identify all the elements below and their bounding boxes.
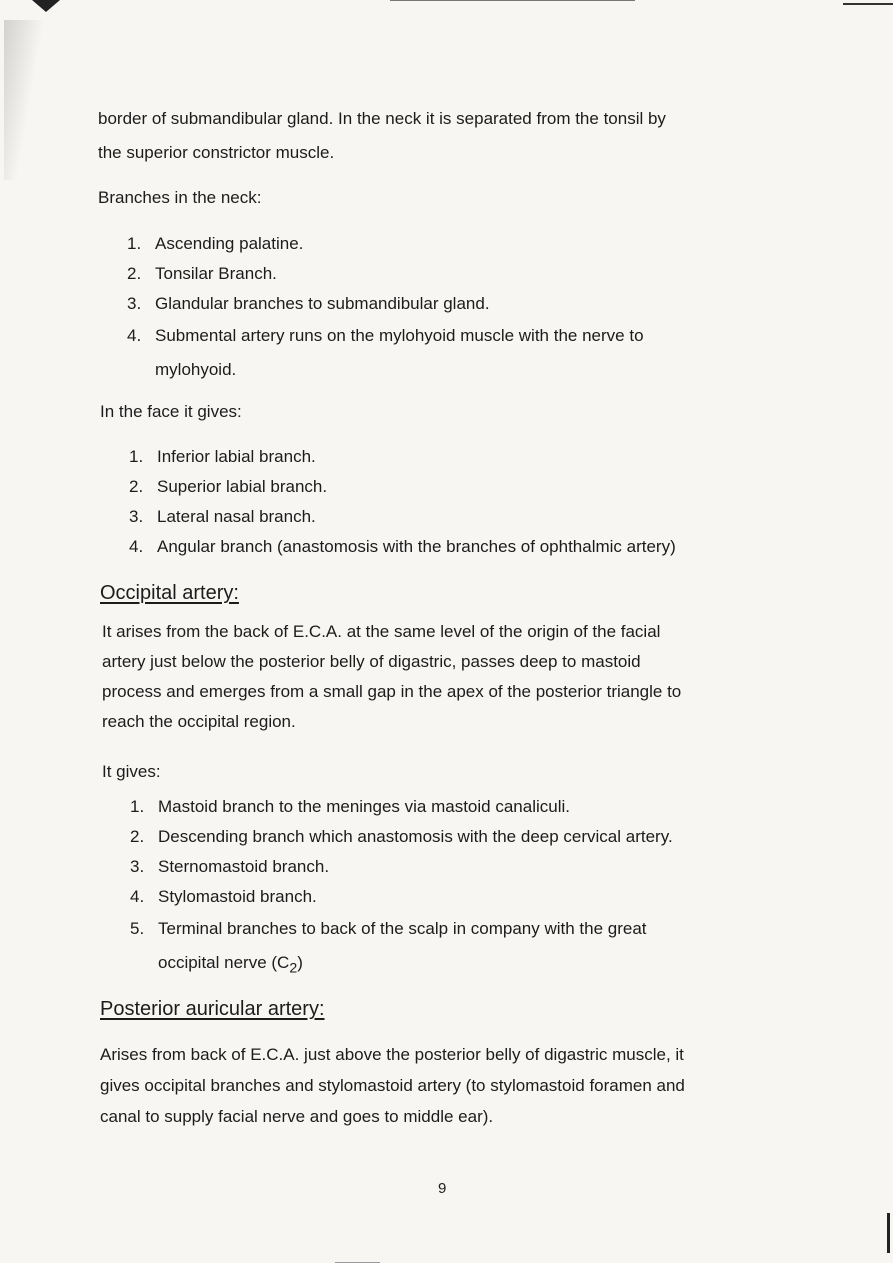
list-item: 2. Superior labial branch. <box>129 477 328 496</box>
scan-edge-shadow <box>4 20 44 180</box>
bottom-right-mark <box>887 1213 890 1253</box>
paragraph-line: Arises from back of E.C.A. just above the posterior belly of digastric muscle, it <box>100 1045 684 1064</box>
list-item: 3. Glandular branches to submandibular gland. <box>127 294 490 313</box>
top-rule <box>390 0 635 1</box>
list-item: 1. Ascending palatine. <box>127 234 304 253</box>
occipital-paragraph <box>102 617 792 737</box>
posterior-auricular-paragraph <box>100 1039 790 1132</box>
intro-line: the superior constrictor muscle. <box>98 143 335 162</box>
paragraph-line: canal to supply facial nerve and goes to middle ear). <box>100 1107 494 1126</box>
face-branches-label: In the face it gives: <box>100 402 242 421</box>
page-number: 9 <box>438 1180 447 1197</box>
occipital-gives-label: It gives: <box>102 762 161 781</box>
list-item: 5. Terminal branches to back of the scalp in company with the great occipital nerve $(C_2)$ <box>130 919 647 977</box>
list-item: 2. Descending branch which anastomosis with the deep cervical artery. <box>130 827 673 846</box>
occipital-heading: Occipital artery: <box>100 582 239 604</box>
list-item: 4. Angular branch (anastomosis with the branches of ophthalmic artery) <box>129 537 676 556</box>
corner-triangle-mark <box>32 0 60 12</box>
list-item: 4. Submental artery runs on the mylohyoid muscle with the nerve to mylohyoid. <box>127 326 644 379</box>
intro-line: border of submandibular gland. In the neck it is separated from the tonsil by <box>98 109 666 128</box>
paragraph-line: It arises from the back of E.C.A. at the same level of the origin of the facial <box>102 622 661 641</box>
paragraph-line: artery just below the posterior belly of digastric, passes deep to mastoid <box>102 652 641 671</box>
face-branches-list <box>129 442 676 562</box>
occipital-branches-list <box>130 792 673 985</box>
neck-branches-label: Branches in the neck: <box>98 188 262 207</box>
intro-paragraph <box>98 102 788 170</box>
list-item: 1. Inferior labial branch. <box>129 447 316 466</box>
paragraph-line: gives occipital branches and stylomastoid artery (to stylomastoid foramen and <box>100 1076 685 1095</box>
list-item: 4. Stylomastoid branch. <box>130 887 317 906</box>
paragraph-line: process and emerges from a small gap in the apex of the posterior triangle to <box>102 682 682 701</box>
list-item: 1. Mastoid branch to the meninges via mastoid canaliculi. <box>130 797 570 816</box>
list-item: 3. Sternomastoid branch. <box>130 857 330 876</box>
list-item: 3. Lateral nasal branch. <box>129 507 316 526</box>
posterior-auricular-heading: Posterior auricular artery: <box>100 998 325 1020</box>
list-item: 2. Tonsilar Branch. <box>127 264 277 283</box>
neck-branches-list <box>127 229 644 387</box>
paragraph-line: reach the occipital region. <box>102 712 296 731</box>
corner-line-mark <box>843 3 893 5</box>
